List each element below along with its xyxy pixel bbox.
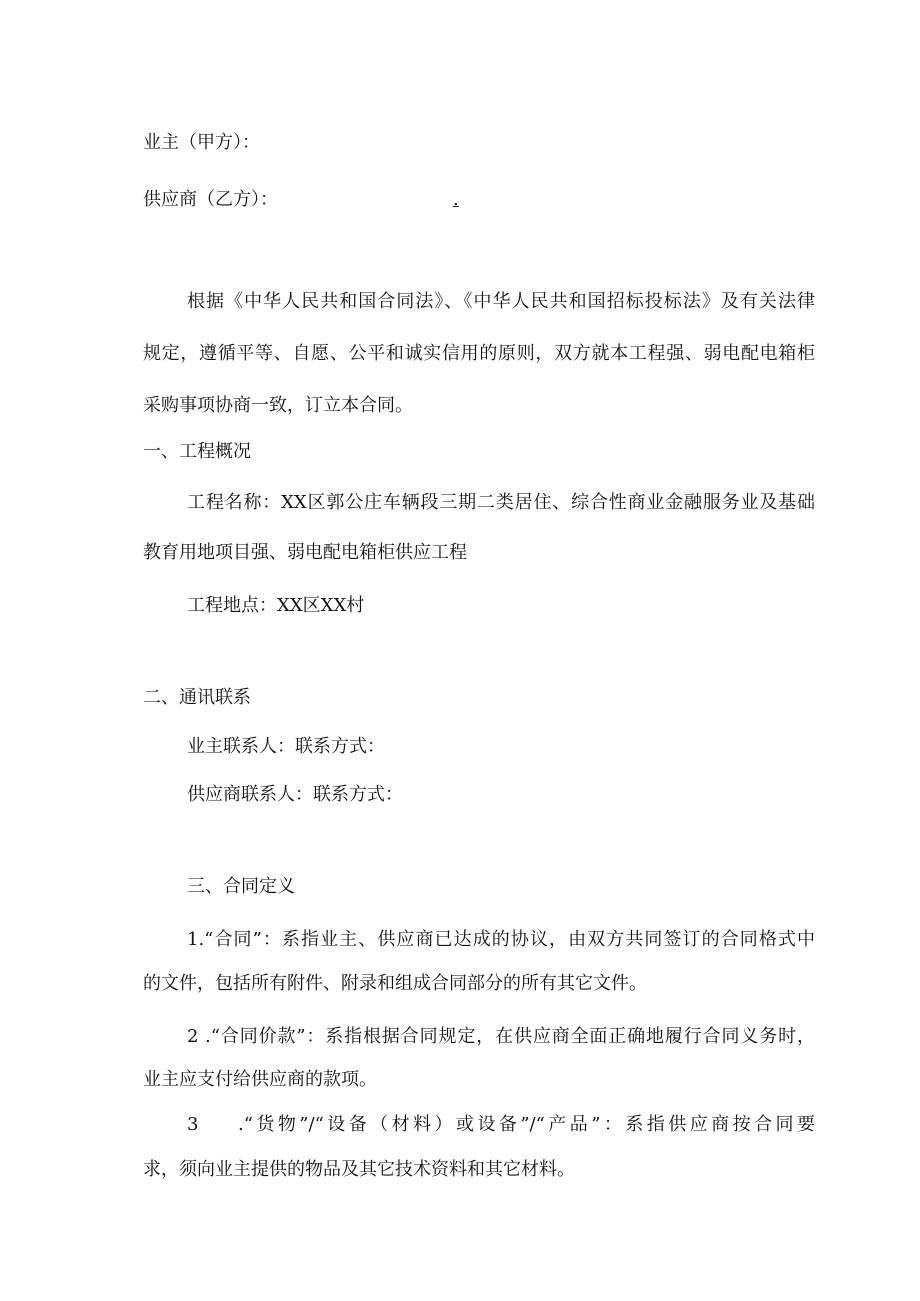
supplier-party-label: 供应商（乙方）：	[143, 189, 278, 210]
intro-line: 根据《中华人民共和国合同法》、《中华人民共和国招标投标法》及有关法律	[187, 291, 815, 312]
definition-3: .“货物”/“设备（材料）或设备”/“产品”：系指供应商按合同要	[238, 1114, 815, 1135]
section-1-heading: 一、工程概况	[143, 441, 251, 462]
definition-1: 1.“合同”：系指业主、供应商已达成的协议，由双方共同签订的合同格式中	[187, 929, 815, 950]
project-name-line: 工程名称：XX区郭公庄车辆段三期二类居住、综合性商业金融服务业及基础	[187, 492, 815, 513]
section-3-heading: 三、合同定义	[187, 876, 295, 897]
intro-line: 采购事项协商一致，订立本合同。	[143, 395, 413, 416]
definition-2: 业主应支付给供应商的款项。	[143, 1069, 377, 1090]
supplier-blank: .	[453, 189, 459, 210]
project-location: 工程地点：XX区XX村	[187, 595, 365, 616]
definition-3: 求，须向业主提供的物品及其它技术资料和其它材料。	[143, 1159, 575, 1180]
project-name-line: 教育用地项目强、弱电配电箱柜供应工程	[143, 542, 467, 563]
definition-2: 2 .“合同价款”：系指根据合同规定，在供应商全面正确地履行合同义务时，	[187, 1026, 815, 1047]
owner-party-label: 业主（甲方）：	[143, 132, 260, 153]
section-2-heading: 二、通讯联系	[143, 687, 251, 708]
owner-contact: 业主联系人：联系方式：	[187, 736, 385, 757]
definition-3-number: 3	[187, 1114, 199, 1135]
definition-1: 的文件，包括所有附件、附录和组成合同部分的所有其它文件。	[143, 973, 647, 994]
intro-line: 规定，遵循平等、自愿、公平和诚实信用的原则，双方就本工程强、弱电配电箱柜	[143, 343, 815, 364]
supplier-contact: 供应商联系人：联系方式：	[187, 784, 403, 805]
